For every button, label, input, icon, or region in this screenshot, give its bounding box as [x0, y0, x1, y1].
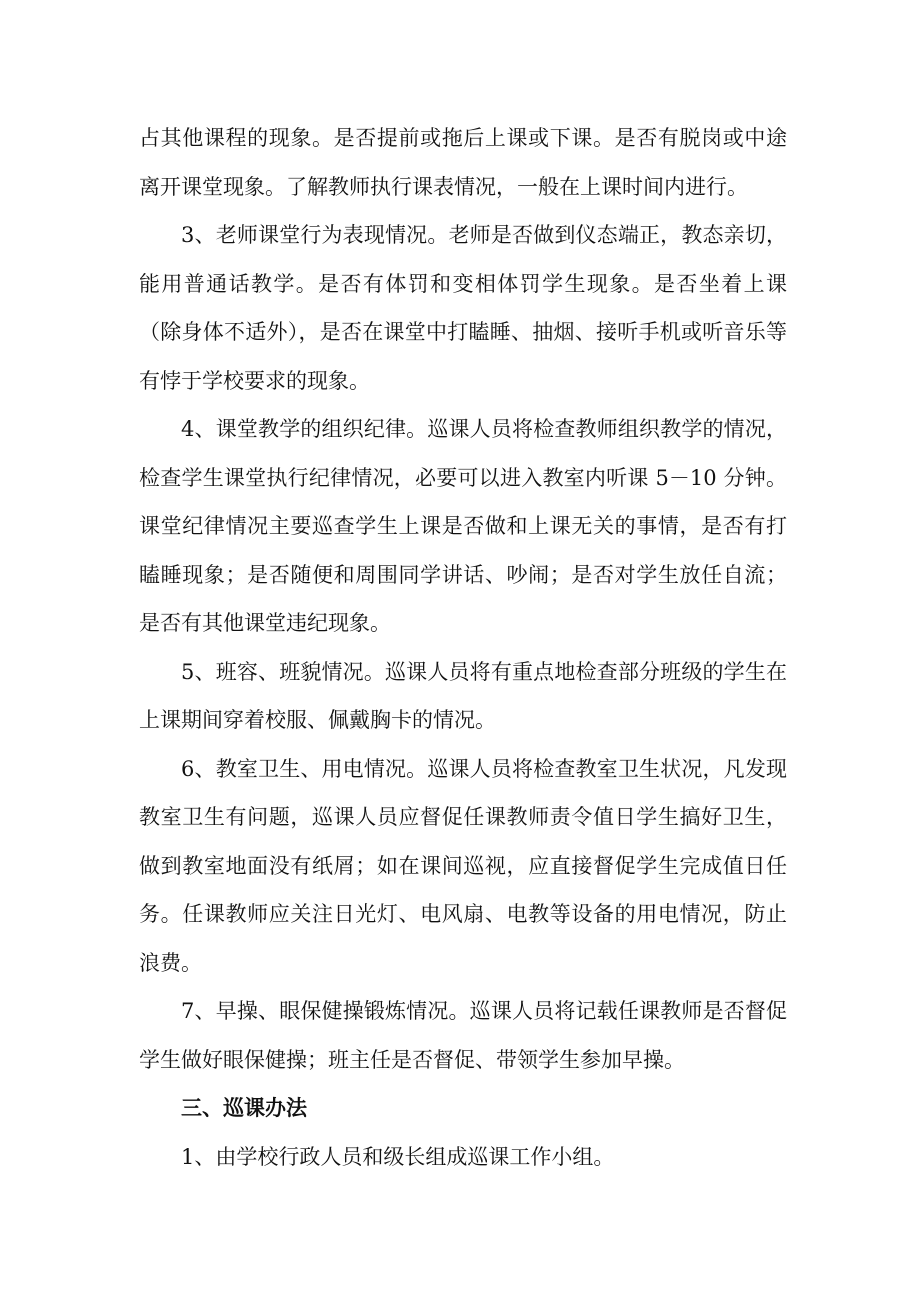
paragraph-item-5-class-appearance: 5、班容、班貌情况。巡课人员将有重点地检查部分班级的学生在上课期间穿着校服、佩戴胸卡的情况。	[139, 659, 787, 732]
paragraph-item-3-teacher-behavior: 3、老师课堂行为表现情况。老师是否做到仪态端正，教态亲切，能用普通话教学。是否有体罚和变相体罚学生现象。是否坐着上课（除身体不适外），是否在课堂中打瞌睡、抽烟、接听手机或听音乐等有悖于学校要求的现象。	[139, 223, 787, 393]
paragraph-continuation: 占其他课程的现象。是否提前或拖后上课或下课。是否有脱岗或中途离开课堂现象。了解教师执行课表情况，一般在上课时间内进行。	[139, 126, 787, 199]
paragraph-item-4-classroom-discipline: 4、课堂教学的组织纪律。巡课人员将检查教师组织教学的情况，检查学生课堂执行纪律情况，必要可以进入教室内听课 5－10 分钟。课堂纪律情况主要巡查学生上课是否做和上课无关的事情，是否有打瞌睡现象；是否随便和周围同学讲话、吵闹；是否对学生放任自流；是否有其他课堂违纪现象。	[139, 417, 787, 635]
paragraph-item-6-hygiene-electricity: 6、教室卫生、用电情况。巡课人员将检查教室卫生状况，凡发现教室卫生有问题，巡课人员应督促任课教师责令值日学生搞好卫生，做到教室地面没有纸屑；如在课间巡视，应直接督促学生完成值日任务。任课教师应关注日光灯、电风扇、电教等设备的用电情况，防止浪费。	[139, 756, 787, 975]
section-heading-inspection-method: 三、巡课办法	[181, 1095, 307, 1120]
paragraph-method-1: 1、由学校行政人员和级长组成巡课工作小组。	[181, 1144, 615, 1169]
paragraph-item-7-exercises: 7、早操、眼保健操锻炼情况。巡课人员将记载任课教师是否督促学生做好眼保健操；班主任是否督促、带领学生参加早操。	[139, 999, 787, 1072]
document-body	[139, 114, 787, 1181]
